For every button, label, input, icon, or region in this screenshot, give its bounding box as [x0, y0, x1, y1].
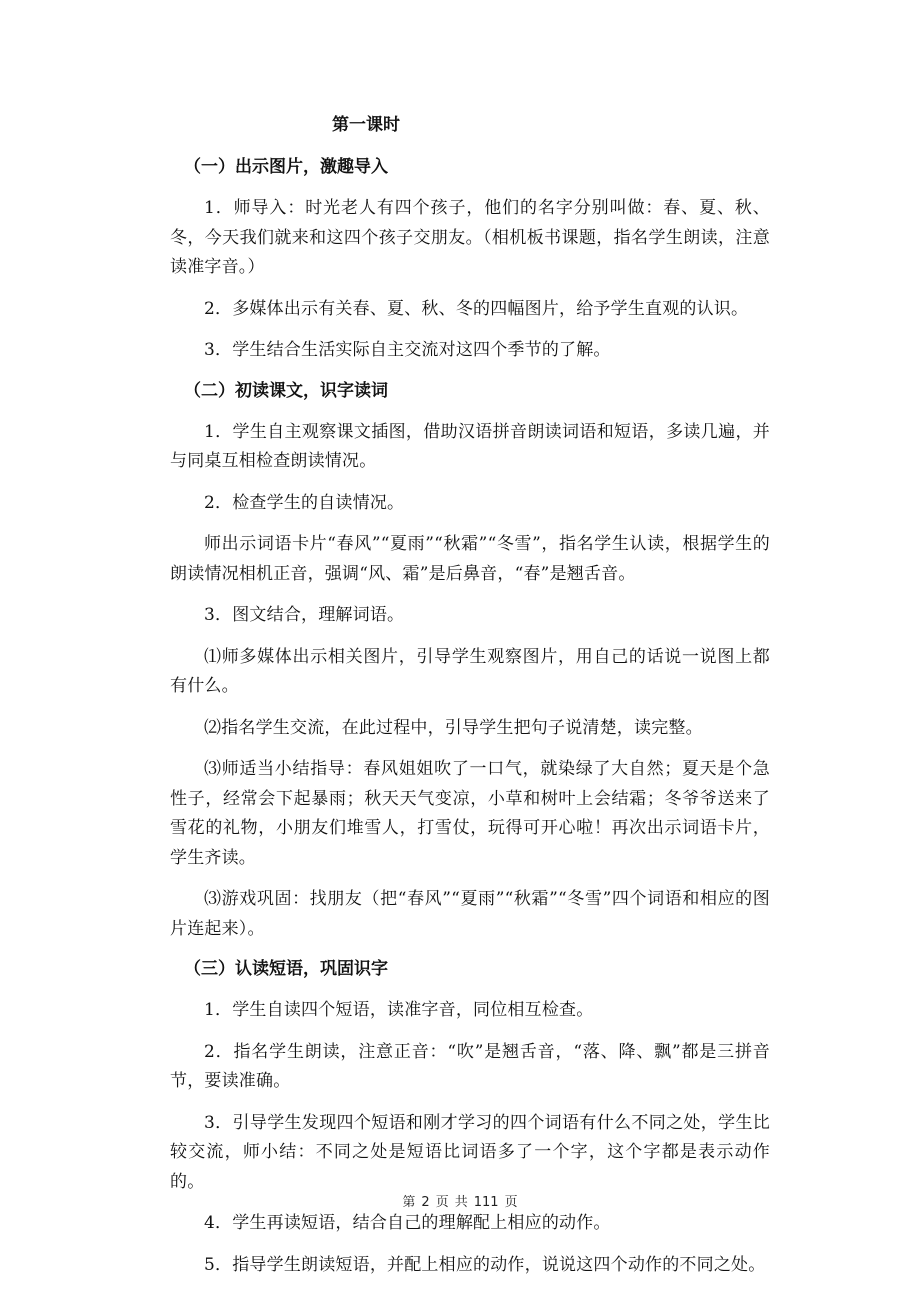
paragraph: 4．学生再读短语，结合自己的理解配上相应的动作。 [204, 1213, 611, 1233]
paragraph: 3．引导学生发现四个短语和刚才学习的四个词语有什么不同之处，学生比较交流，师小结：不同之处是短语比词语多了一个字，这个字都是表示动作的。 [170, 1112, 770, 1192]
footer-prefix: 第 [402, 1195, 416, 1210]
lesson-title: 第一课时 [332, 115, 400, 135]
paragraph: 1．学生自主观察课文插图，借助汉语拼音朗读词语和短语，多读几遍，并与同桌互相检查朗读情况。 [170, 421, 770, 471]
page-footer [0, 1191, 920, 1210]
section-heading: （二）初读课文，识字读词 [184, 380, 388, 401]
paragraph: ⑶游戏巩固：找朋友（把“春风”“夏雨”“秋霜”“冬雪”四个词语和相应的图片连起来）。 [170, 889, 770, 939]
section-1 [170, 154, 770, 366]
paragraph: 1．学生自读四个短语，读准字音，同位相互检查。 [204, 1000, 594, 1020]
paragraph: 5．指导学生朗读短语，并配上相应的动作，说说这四个动作的不同之处。 [204, 1254, 766, 1275]
section-3 [170, 956, 770, 1280]
paragraph: ⑵指名学生交流，在此过程中，引导学生把句子说清楚，读完整。 [204, 717, 703, 738]
page-content [170, 112, 770, 1292]
paragraph: 3．学生结合生活实际自主交流对这四个季节的了解。 [204, 340, 611, 360]
page-number: 2 [421, 1195, 430, 1210]
paragraph: 2．多媒体出示有关春、夏、秋、冬的四幅图片，给予学生直观的认识。 [204, 298, 749, 319]
paragraph: 2．检查学生的自读情况。 [204, 492, 405, 513]
paragraph: 师出示词语卡片“春风”“夏雨”“秋霜”“冬雪”，指名学生认读，根据学生的朗读情况相机正音，强调“风、霜”是后鼻音，“春”是翘舌音。 [170, 534, 770, 584]
paragraph: 1．师导入：时光老人有四个孩子，他们的名字分别叫做：春、夏、秋、冬，今天我们就来和这四个孩子交朋友。（相机板书课题，指名学生朗读，注意读准字音。） [170, 198, 770, 277]
total-pages: 111 [473, 1195, 499, 1210]
paragraph: ⑶师适当小结指导：春风姐姐吹了一口气，就染绿了大自然；夏天是个急性子，经常会下起暴雨；秋天天气变凉，小草和树叶上会结霜；冬爷爷送来了雪花的礼物，小朋友们堆雪人，打雪仗，玩得可开心啦！再次出示词语卡片，学生齐读。 [170, 759, 770, 868]
footer-page-word: 页 [435, 1195, 449, 1210]
paragraph: 3．图文结合，理解词语。 [204, 605, 405, 625]
footer-total-word: 共 [454, 1195, 468, 1210]
paragraph: ⑴师多媒体出示相关图片，引导学生观察图片，用自己的话说一说图上都有什么。 [170, 646, 770, 696]
section-2 [170, 378, 770, 945]
section-heading: （一）出示图片，激趣导入 [184, 157, 388, 177]
section-heading: （三）认读短语，巩固识字 [184, 959, 388, 979]
paragraph: 2．指名学生朗读，注意正音：“吹”是翘舌音，“落、降、飘”都是三拼音节，要读准确。 [170, 1041, 770, 1091]
footer-suffix: 页 [504, 1195, 518, 1210]
